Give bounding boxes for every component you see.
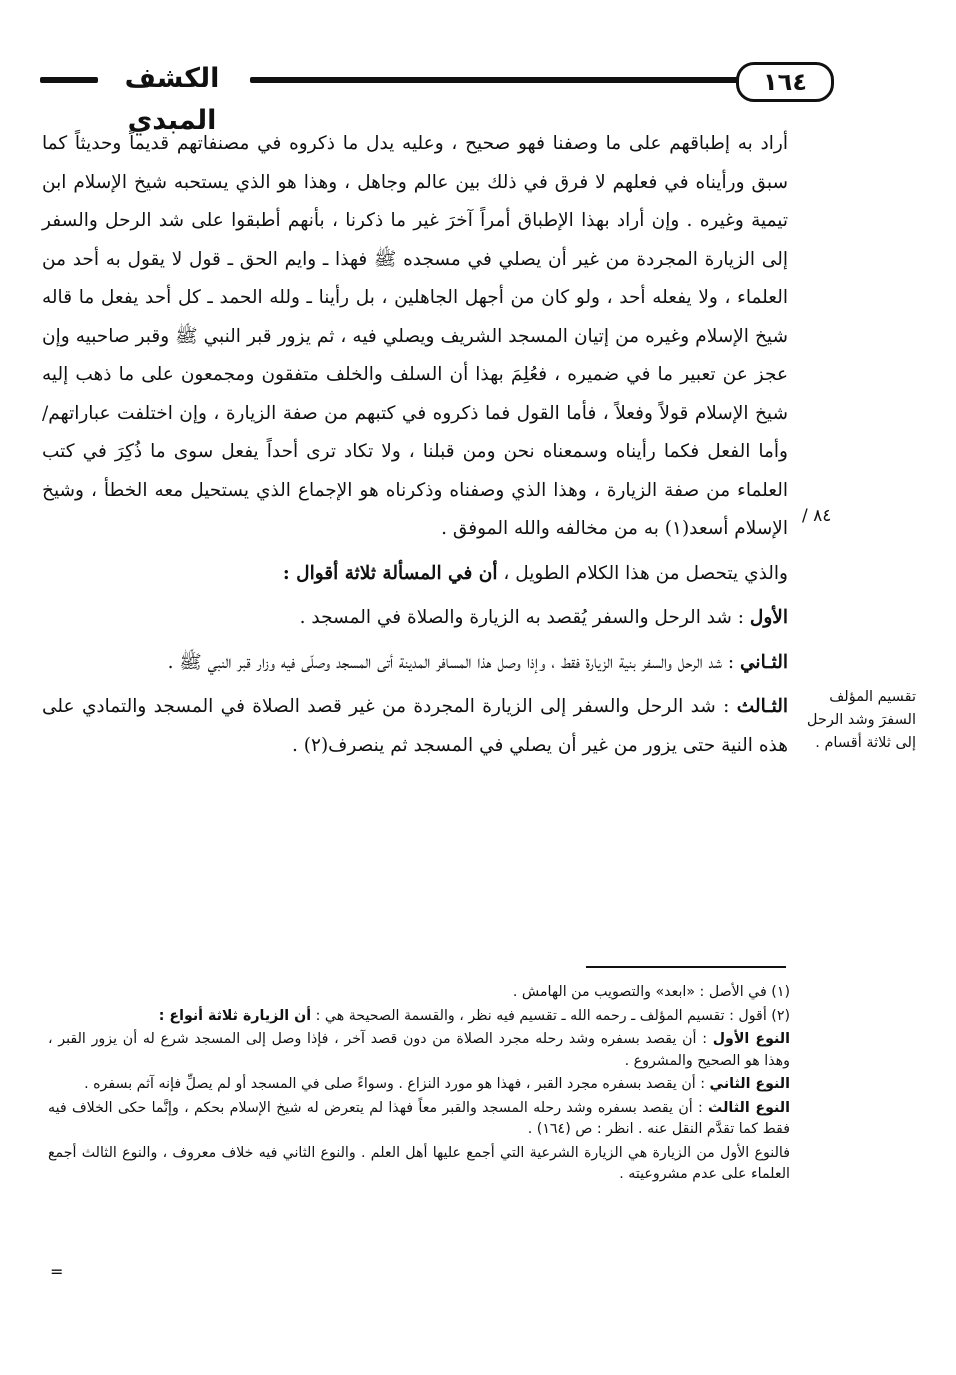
type-2-label: النوع الثاني: [709, 1076, 790, 1092]
footnote-closing: فالنوع الأول من الزيارة هي الزيارة الشرعية التي أجمع عليها أهل العلم . والنوع الثاني فيه خلاف معروف ، والنوع الثالث أجمع العلماء على عدم مشروعيته .: [48, 1144, 790, 1182]
header-rule-left: [40, 77, 98, 83]
footnote-type-1: [48, 1029, 790, 1072]
page-number: ١٦٤: [736, 62, 834, 102]
continuation-mark: =: [50, 1262, 64, 1281]
summary-lead: والذي يتحصل من هذا الكلام الطويل ،: [497, 562, 788, 584]
footnote-1: (١) في الأصل : «ابعد» والتصويب من الهامش .: [512, 984, 790, 1000]
running-book-title: الكشف المبدي: [124, 63, 220, 136]
opinion-second: [42, 644, 788, 683]
footnote-2: [48, 1006, 790, 1028]
paragraph-summary: [42, 555, 788, 594]
footnote-separator: [586, 966, 786, 968]
opinion-first: [42, 599, 788, 638]
main-text: [42, 125, 788, 765]
footnote-type-3: [48, 1098, 790, 1141]
type-1-label: النوع الأول: [712, 1031, 790, 1047]
type-3-label: النوع الثالث: [708, 1099, 790, 1116]
opinion-second-label: الثـاني: [740, 651, 788, 673]
opinion-first-text: : شد الرحل والسفر يُقصد به الزيارة والصلاة في المسجد .: [299, 607, 750, 628]
page-header: [40, 58, 922, 136]
margin-note: تقسيم المؤلف السفرَ وشد الرحل إلى ثلاثة أقسام .: [806, 689, 916, 751]
type-1-text: : أن يقصد بسفره وشد رحله مجرد الصلاة من دون قصد آخر ، فإذا وصل إلى المسجد شرع له أن يزور القبر ، وهذا هو الصحيح والمشروع .: [48, 1031, 790, 1069]
paragraph-1: أراد به إطباقهم على ما وصفنا فهو صحيح ، وعليه يدل ما ذكروه في مصنفاتهم قديماً وحديثاً كما سبق ورأيناه في فعلهم لا فرق في ذلك بين عالم وجاهل ، وهذا هو الذي يستحبه شيخ الإسلام ابن تيمية وغيره . وإن أراد بهذا الإطباق أمراً آخرَ غير ما ذكرنا ، بأنهم أطبقوا على شد الرحل والسفر إلى الزيارة المجردة من غير أن يصلي في مسجده ﷺ فهذا ـ وايم الحق ـ قول لا يقول به أحد من العلماء ، ولا يفعله أحد ، ولو كان من أجهل الجاهلين ، بل رأينا ـ ولله الحمد ـ كل أحد يفعل ما قاله شيخ الإسلام وغيره من إتيان المسجد الشريف ويصلي فيه ، ثم يزور قبر النبي ﷺ وقبر صاحبيه وإن عجز عن تعبير ما في ضميره ، فعُلِمَ بهذا أن السلف والخلف متفقون ومجمعون على ما ذهب إليه شيخ الإسلام قولاً وفعلاً ، فأما القول فما ذكروه في كتبهم من صفة الزيارة ، وإن اختلفت عباراتهم/ وأما الفعل فكما رأيناه وسمعناه نحن ومن قبلنا ، ولا تكاد ترى أحداً يفعل سوى ما ذُكِرَ في كتب العلماء من صفة الزيارة ، وهذا الذي وصفناه وذكرناه هو الإجماع الذي يستحيل معه الخطأ ، وشيخ الإسلام أسعد(١) به من مخالفه والله الموفق .: [42, 133, 788, 539]
opinion-first-label: الأول: [749, 607, 788, 628]
summary-bold: أن في المسألة ثلاثة أقوال :: [282, 562, 498, 584]
opinion-third: [42, 688, 788, 765]
opinion-third-label: الثـالث: [736, 696, 788, 717]
type-2-text: : أن يقصد بسفره مجرد القبر ، فهذا هو مورد النزاع . وسواءً صلى في المسجد أو لم يصلِّ فإنه آثم بسفره .: [84, 1076, 710, 1092]
footnote-2-bold: أن الزيارة ثلاثة أنواع :: [158, 1007, 312, 1024]
footnotes: [48, 982, 790, 1188]
footnote-type-2: [48, 1074, 790, 1096]
opinion-second-text: : شد الرحل والسفر بنية الزيارة فقط ، وإذا وصل هذا المسافر المدينة أتى المسجد وصلّى فيه وزار قبر النبي ﷺ .: [167, 651, 741, 673]
manuscript-page-ref: / ٨٤: [802, 506, 832, 526]
opinion-third-text: : شد الرحل والسفر إلى الزيارة المجردة من غير قصد الصلاة في المسجد والتمادي على هذه النية حتى يزور من غير أن يصلي في المسجد ثم ينصرف(٢) .: [42, 696, 788, 756]
type-3-text: : أن يقصد بسفره وشد رحله المسجد والقبر معاً فهذا لم يتعرض له شيخ الإسلام بحكم ، وإنَّما حكى الخلاف فيه فقط كما تقدَّم النقل عنه . انظر : ص (١٦٤) .: [48, 1099, 790, 1137]
footnote-2-text: (٢) أقول : تقسيم المؤلف ـ رحمه الله ـ تقسيم فيه نظر ، والقسمة الصحيحة هي :: [311, 1007, 790, 1024]
